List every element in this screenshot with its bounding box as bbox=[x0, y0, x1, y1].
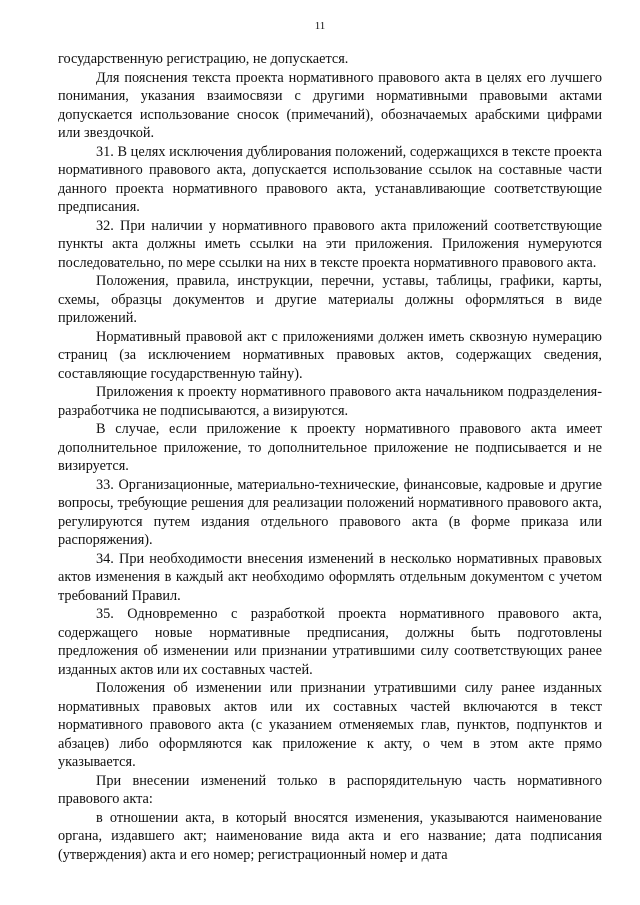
document-body bbox=[58, 50, 602, 864]
paragraph-amendments-intro: При внесении изменений только в распорядительную часть нормативного правового акта: bbox=[58, 772, 602, 807]
paragraph-continuation: государственную регистрацию, не допускается. bbox=[58, 51, 349, 67]
paragraph-additional-appendix: В случае, если приложение к проекту нормативного правового акта имеет дополнительное приложение, то дополнительное приложение не подписывается и не визируется. bbox=[58, 421, 602, 474]
paragraph-page-numbering: Нормативный правовой акт с приложениями должен иметь сквозную нумерацию страниц (за исключением нормативных правовых актов, содержащих сведения, составляющие государственную тайну). bbox=[58, 328, 602, 382]
paragraph-clause-35: 35. Одновременно с разработкой проекта нормативного правового акта, содержащего новые нормативные предписания, должны быть подготовлены предложения об изменении или признании утратившими силу соответствующих ранее изданных актов или их составных частей. bbox=[58, 606, 602, 678]
paragraph-appendix-materials: Положения, правила, инструкции, перечни, уставы, таблицы, графики, карты, схемы, образцы документов и другие материалы должны оформляться в виде приложений. bbox=[58, 273, 602, 326]
paragraph-appendix-signing: Приложения к проекту нормативного правового акта начальником подразделения-разработчика не подписываются, а визируются. bbox=[58, 384, 602, 419]
page-number: 11 bbox=[314, 20, 326, 32]
paragraph-clause-34: 34. При необходимости внесения изменений в несколько нормативных правовых актов изменения в каждый акт необходимо оформлять отдельным документом с учетом требований Правил. bbox=[58, 550, 602, 604]
paragraph-clause-33: 33. Организационные, материально-технические, финансовые, кадровые и другие вопросы, требующие решения для реализации положений нормативного правового акта, регулируются путем издания отдельного правового акта (в форме приказа или распоряжения). bbox=[58, 476, 602, 548]
paragraph-clause-31: 31. В целях исключения дублирования положений, содержащихся в тексте проекта нормативного правового акта, допускается использование ссылок на составные части данного проекта нормативного правового акта, устанавливающие соответствующие предписания. bbox=[58, 143, 602, 215]
paragraph-repeal-provisions: Положения об изменении или признании утратившими силу ранее изданных нормативных правовых актов или их составных частей включаются в текст нормативного правового акта (с указанием отменяемых глав, пунктов, подпунктов и абзацев) либо оформляются как приложение к акту, о чем в этом акте прямо указывается. bbox=[58, 680, 602, 770]
paragraph-clause-32: 32. При наличии у нормативного правового акта приложений соответствующие пункты акта должны иметь ссылки на эти приложения. Приложения нумеруются последовательно, по мере ссылки на них в тексте проекта нормативного правового акта. bbox=[58, 217, 602, 271]
paragraph-footnotes: Для пояснения текста проекта нормативного правового акта в целях его лучшего понимания, указания взаимосвязи с другими нормативными правовыми актами допускается использование сносок (примечаний), обозначаемых арабскими цифрами или звездочкой. bbox=[58, 69, 602, 141]
paragraph-amendments-details: в отношении акта, в который вносятся изменения, указываются наименование органа, издавшего акт; наименование вида акта и его название; дата подписания (утверждения) акта и его номер; регистрационный номер и дата bbox=[58, 809, 602, 863]
